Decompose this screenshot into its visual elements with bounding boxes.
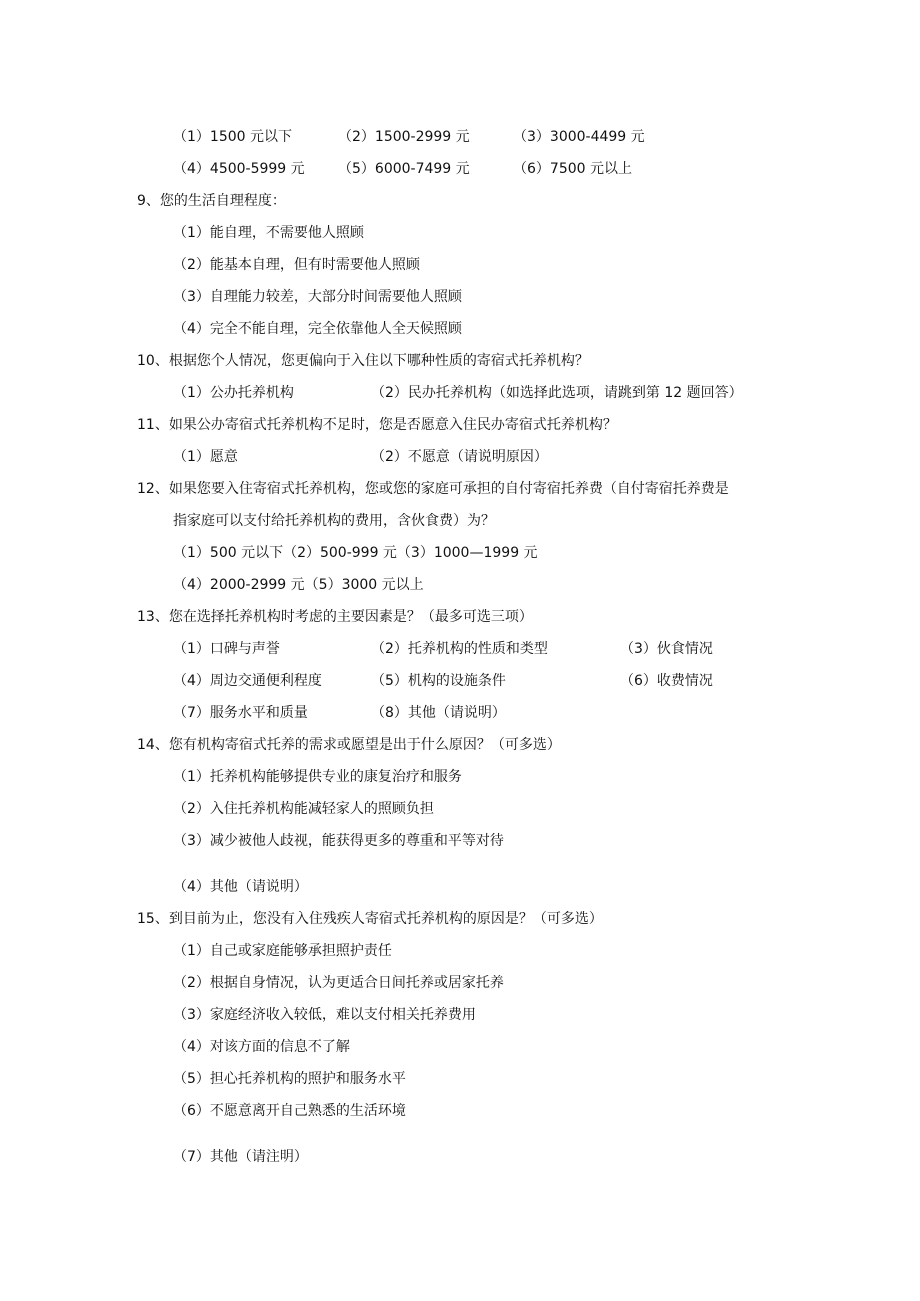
- q13-option-6: （6）收费情况: [620, 673, 713, 689]
- q15-option-1: （1）自己或家庭能够承担照护责任: [173, 943, 392, 959]
- q11-options-row: [0, 447, 920, 467]
- q15-option-6: （6）不愿意离开自己熟悉的生活环境: [173, 1103, 406, 1119]
- q11-option-1: （1）愿意: [173, 449, 238, 465]
- q13-option-3: （3）伙食情况: [620, 641, 713, 657]
- q10-title: 10、根据您个人情况，您更偏向于入住以下哪种性质的寄宿式托养机构？: [137, 353, 589, 369]
- q13-option-1: （1）口碑与声誉: [173, 641, 280, 657]
- q8-option-6: （6）7500 元以上: [513, 161, 632, 177]
- q12-title-line-1: 12、如果您要入住寄宿式托养机构，您或您的家庭可承担的自付寄宿托养费（自付寄宿托养费是: [137, 481, 729, 497]
- q11-option-2: （2）不愿意（请说明原因）: [371, 449, 548, 465]
- q13-option-4: （4）周边交通便利程度: [173, 673, 322, 689]
- q8-options-row-1: [0, 127, 920, 147]
- q9-option-3: （3）自理能力较差，大部分时间需要他人照顾: [173, 289, 462, 305]
- q13-options-row-3: [0, 703, 920, 723]
- q13-title: 13、您在选择托养机构时考虑的主要因素是？（最多可选三项）: [137, 609, 533, 625]
- q11-title: 11、如果公办寄宿式托养机构不足时，您是否愿意入住民办寄宿式托养机构？: [137, 417, 617, 433]
- q10-option-2: （2）民办托养机构（如选择此选项，请跳到第 12 题回答）: [371, 385, 743, 401]
- q15-option-4: （4）对该方面的信息不了解: [173, 1039, 350, 1055]
- q13-options-row-2: [0, 671, 920, 691]
- q10-options-row: [0, 383, 920, 403]
- q14-option-2: （2）入住托养机构能减轻家人的照顾负担: [173, 801, 434, 817]
- q15-option-2: （2）根据自身情况，认为更适合日间托养或居家托养: [173, 975, 504, 991]
- q13-option-7: （7）服务水平和质量: [173, 705, 308, 721]
- q9-option-4: （4）完全不能自理，完全依靠他人全天候照顾: [173, 321, 462, 337]
- q8-options-row-2: [0, 159, 920, 179]
- q12-options-line-2: （4）2000-2999 元（5）3000 元以上: [173, 577, 424, 593]
- q8-option-3: （3）3000-4499 元: [513, 129, 645, 145]
- q15-option-7: （7）其他（请注明）: [173, 1149, 308, 1165]
- q14-option-3: （3）减少被他人歧视，能获得更多的尊重和平等对待: [173, 833, 504, 849]
- q14-title: 14、您有机构寄宿式托养的需求或愿望是出于什么原因？（可多选）: [137, 737, 561, 753]
- q8-option-2: （2）1500-2999 元: [338, 129, 470, 145]
- q9-option-1: （1）能自理，不需要他人照顾: [173, 225, 364, 241]
- q12-title-line-2: 指家庭可以支付给托养机构的费用，含伙食费）为？: [173, 513, 495, 529]
- q8-option-1: （1）1500 元以下: [173, 129, 292, 145]
- q14-option-1: （1）托养机构能够提供专业的康复治疗和服务: [173, 769, 462, 785]
- q9-title: 9、您的生活自理程度：: [137, 193, 286, 209]
- q13-option-8: （8）其他（请说明）: [371, 705, 506, 721]
- q15-option-5: （5）担心托养机构的照护和服务水平: [173, 1071, 406, 1087]
- q14-option-4: （4）其他（请说明）: [173, 879, 308, 895]
- q15-option-3: （3）家庭经济收入较低，难以支付相关托养费用: [173, 1007, 476, 1023]
- q8-option-4: （4）4500-5999 元: [173, 161, 305, 177]
- q13-options-row-1: [0, 639, 920, 659]
- q12-options-line-1: （1）500 元以下（2）500-999 元（3）1000—1999 元: [173, 545, 538, 561]
- q15-title: 15、到目前为止，您没有入住残疾人寄宿式托养机构的原因是？（可多选）: [137, 911, 603, 927]
- q10-option-1: （1）公办托养机构: [173, 385, 294, 401]
- q8-option-5: （5）6000-7499 元: [338, 161, 470, 177]
- q9-option-2: （2）能基本自理，但有时需要他人照顾: [173, 257, 420, 273]
- q13-option-2: （2）托养机构的性质和类型: [371, 641, 548, 657]
- q13-option-5: （5）机构的设施条件: [371, 673, 506, 689]
